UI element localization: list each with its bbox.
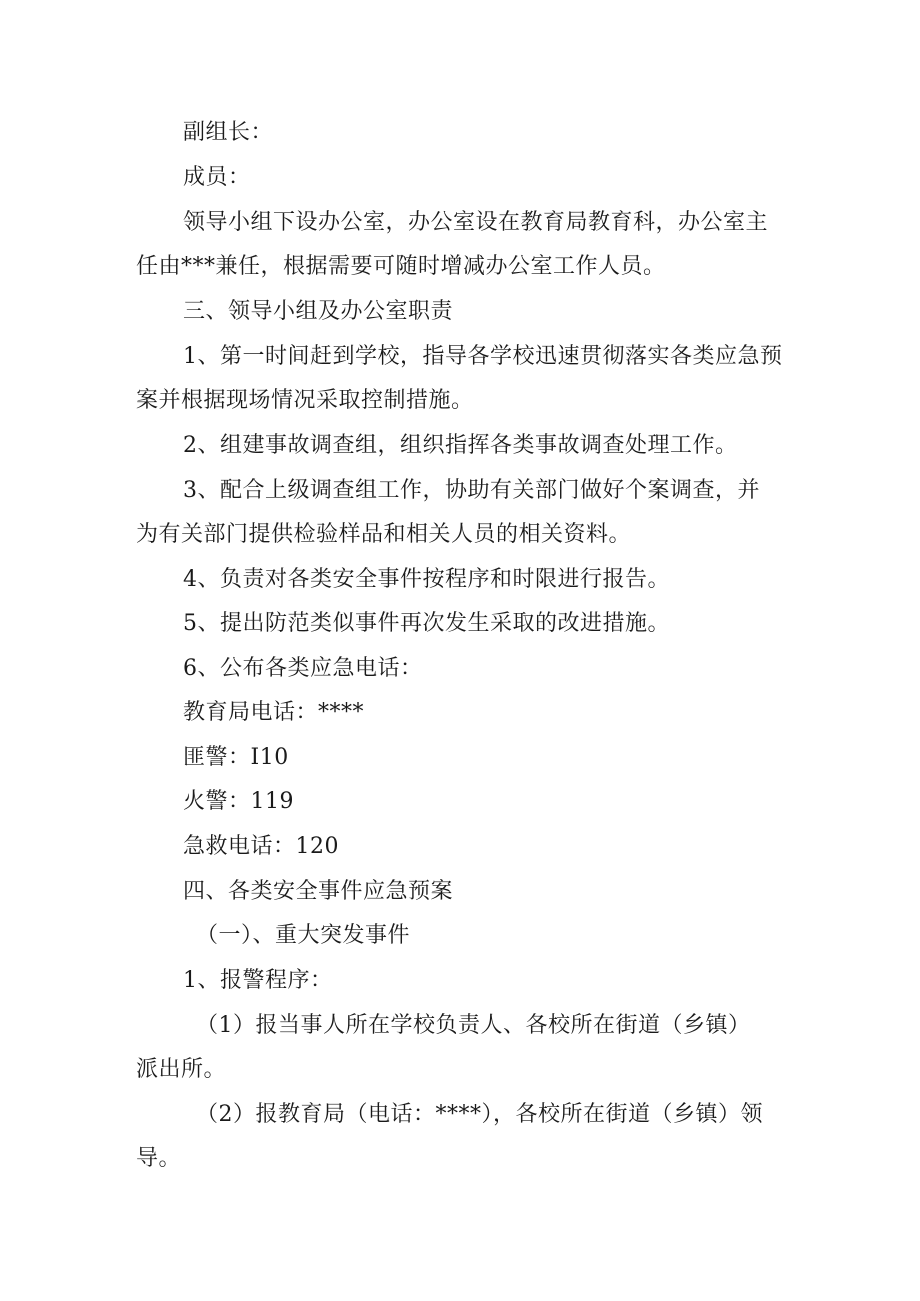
office-paragraph-line-1: 领导小组下设办公室，办公室设在教育局教育科，办公室主: [183, 210, 769, 235]
duty-4-line: 4、负责对各类安全事件按程序和时限进行报告。: [183, 567, 670, 592]
deputy-leader-line: 副组长：: [183, 120, 274, 145]
duty-6-line: 6、公布各类应急电话：: [183, 656, 423, 681]
alarm-procedure-heading: 1、报警程序：: [183, 968, 333, 993]
section-three-heading: 三、领导小组及办公室职责: [183, 299, 454, 324]
subsection-one-heading: （一）、重大突发事件: [196, 923, 411, 948]
duty-5-line: 5、提出防范类似事件再次发生采取的改进措施。: [183, 611, 670, 636]
section-four-heading: 四、各类安全事件应急预案: [183, 879, 454, 904]
phone-ambulance: 急救电话：120: [183, 834, 339, 859]
alarm-step-1-line-2: 派出所。: [136, 1057, 227, 1082]
office-paragraph-line-2: 任由***兼任，根据需要可随时增减办公室工作人员。: [136, 254, 666, 279]
duty-2-line: 2、组建事故调查组，组织指挥各类事故调查处理工作。: [183, 433, 738, 458]
phone-fire: 火警：119: [183, 789, 294, 814]
duty-1-line-1: 1、第一时间赶到学校，指导各学校迅速贯彻落实各类应急预: [183, 344, 783, 369]
duty-1-line-2: 案并根据现场情况采取控制措施。: [136, 388, 474, 413]
phone-police: 匪警：I10: [183, 745, 289, 770]
alarm-step-2-line-1: （2）报教育局（电话：****），各校所在街道（乡镇）领: [196, 1102, 763, 1127]
alarm-step-2-line-2: 导。: [136, 1146, 182, 1171]
duty-3-line-1: 3、配合上级调查组工作，协助有关部门做好个案调查，并: [183, 478, 760, 503]
members-line: 成员：: [183, 165, 251, 190]
duty-3-line-2: 为有关部门提供检验样品和相关人员的相关资料。: [136, 522, 632, 547]
phone-education-bureau: 教育局电话：****: [183, 700, 365, 725]
alarm-step-1-line-1: （1）报当事人所在学校负责人、各校所在街道（乡镇）: [196, 1013, 751, 1038]
